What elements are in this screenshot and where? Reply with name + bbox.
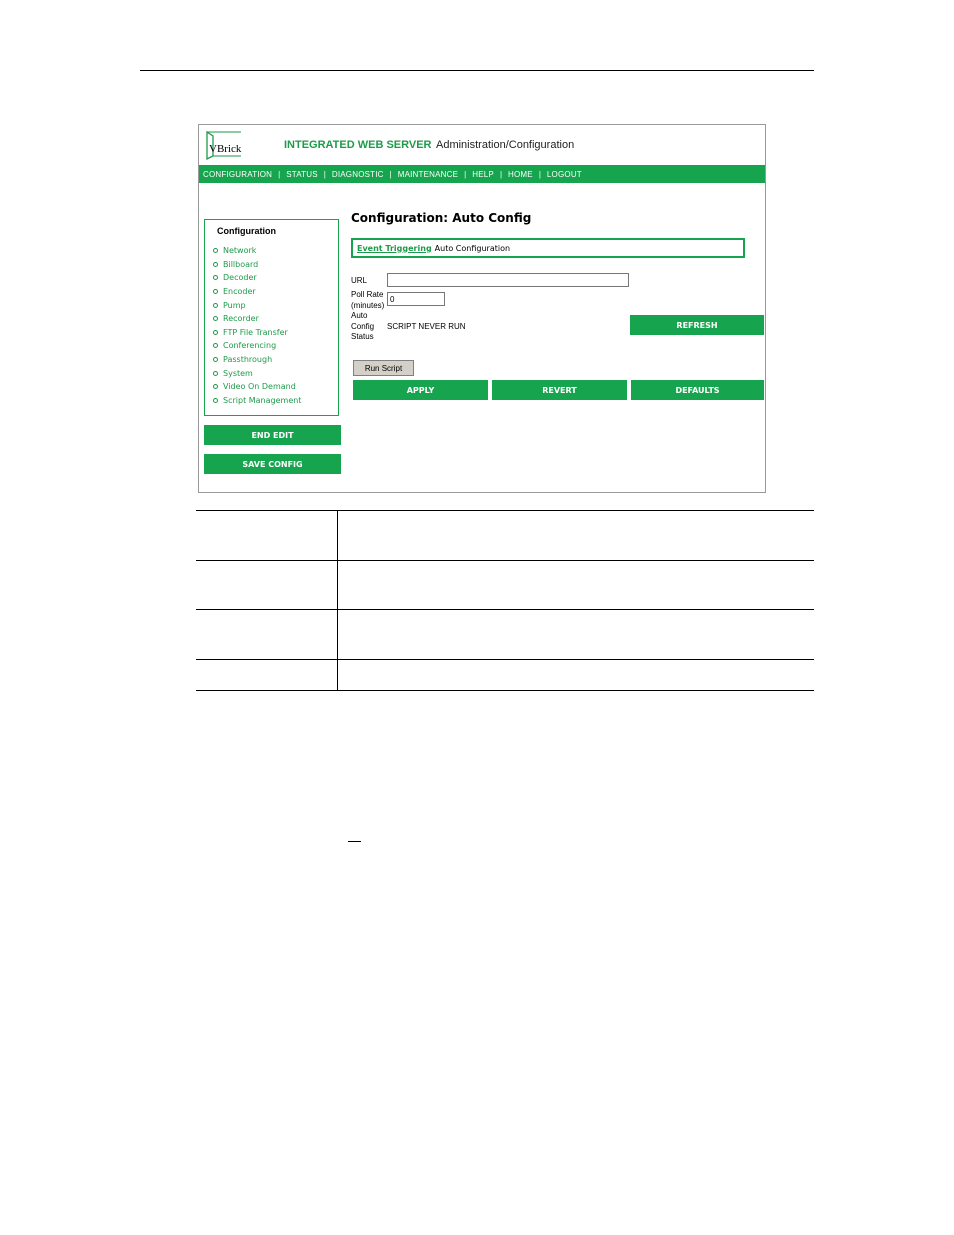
- sidebar-item-system[interactable]: [213, 366, 301, 380]
- sidebar-item-billboard[interactable]: [213, 258, 301, 272]
- short-underline: [348, 841, 361, 842]
- top-navigation-bar: [199, 165, 765, 183]
- nav-help[interactable]: HELP: [472, 169, 494, 179]
- poll-rate-input[interactable]: [387, 292, 445, 306]
- bullet-icon: [213, 371, 218, 376]
- revert-button[interactable]: REVERT: [492, 380, 627, 400]
- nav-logout[interactable]: LOGOUT: [546, 169, 582, 179]
- run-script-button[interactable]: Run Script: [353, 360, 414, 376]
- bullet-icon: [213, 357, 218, 362]
- auto-config-status-value: SCRIPT NEVER RUN: [387, 321, 466, 331]
- sidebar-item-label: System: [223, 368, 253, 378]
- sidebar-item-video-on-demand[interactable]: [213, 380, 301, 394]
- sidebar-item-conferencing[interactable]: [213, 339, 301, 353]
- bullet-icon: [213, 262, 218, 267]
- bullet-icon: [213, 343, 218, 348]
- nav-separator: |: [389, 169, 392, 179]
- sidebar-item-label: Recorder: [223, 314, 259, 324]
- sidebar-item-label: Network: [223, 246, 257, 256]
- event-triggering-panel: [351, 238, 745, 258]
- bullet-icon: [213, 316, 218, 321]
- sidebar-item-network[interactable]: [213, 244, 301, 258]
- sidebar-title: Configuration: [217, 226, 276, 236]
- bullet-icon: [213, 398, 218, 403]
- apply-button[interactable]: APPLY: [353, 380, 488, 400]
- bullet-icon: [213, 303, 218, 308]
- nav-status[interactable]: STATUS: [286, 169, 318, 179]
- url-input[interactable]: [387, 273, 629, 287]
- app-subtitle: Administration/Configuration: [436, 139, 575, 151]
- status-label-line2: Config: [351, 321, 375, 331]
- sidebar-item-passthrough[interactable]: [213, 353, 301, 367]
- nav-separator: |: [538, 169, 541, 179]
- bullet-icon: [213, 384, 218, 389]
- table-rule: [196, 510, 814, 511]
- nav-separator: |: [464, 169, 467, 179]
- sidebar-item-recorder[interactable]: [213, 312, 301, 326]
- poll-rate-label-line2: (minutes): [351, 300, 385, 310]
- bullet-icon: [213, 248, 218, 253]
- nav-separator: |: [278, 169, 281, 179]
- app-title: INTEGRATED WEB SERVER: [284, 139, 432, 151]
- web-ui-screenshot: [198, 124, 766, 493]
- sidebar-item-ftp-file-transfer[interactable]: [213, 326, 301, 340]
- sidebar-item-decoder[interactable]: [213, 271, 301, 285]
- sidebar-item-encoder[interactable]: [213, 285, 301, 299]
- event-triggering-text: Auto Configuration: [434, 243, 511, 253]
- sidebar-item-label: Billboard: [223, 259, 259, 269]
- vbrick-logo: [205, 130, 243, 160]
- end-edit-button[interactable]: END EDIT: [204, 425, 341, 445]
- sidebar-menu: [213, 244, 301, 407]
- status-label-line3: Status: [351, 332, 374, 341]
- poll-rate-label-line1: Poll Rate: [351, 290, 384, 299]
- table-rule: [196, 659, 814, 660]
- table-column-divider: [337, 510, 338, 691]
- save-config-button[interactable]: SAVE CONFIG: [204, 454, 341, 474]
- refresh-button[interactable]: REFRESH: [630, 315, 764, 335]
- configuration-sidebar: [204, 219, 339, 416]
- bullet-icon: [213, 289, 218, 294]
- sidebar-item-label: Passthrough: [223, 355, 273, 365]
- sidebar-item-script-management[interactable]: [213, 394, 301, 408]
- sidebar-item-label: Video On Demand: [223, 382, 296, 392]
- table-rule: [196, 690, 814, 691]
- sidebar-item-label: Script Management: [223, 395, 302, 405]
- nav-configuration[interactable]: CONFIGURATION: [203, 169, 273, 179]
- event-triggering-link[interactable]: Event Triggering: [357, 243, 432, 253]
- nav-separator: |: [323, 169, 326, 179]
- table-rule: [196, 609, 814, 610]
- sidebar-item-label: Conferencing: [223, 341, 277, 351]
- bullet-icon: [213, 330, 218, 335]
- nav-separator: |: [499, 169, 503, 179]
- page-title: Configuration: Auto Config: [351, 211, 532, 225]
- sidebar-item-label: Decoder: [223, 273, 257, 283]
- nav-diagnostic[interactable]: DIAGNOSTIC: [331, 169, 384, 179]
- sidebar-item-label: Encoder: [223, 287, 256, 297]
- nav-maintenance[interactable]: MAINTENANCE: [397, 169, 459, 179]
- sidebar-item-label: Pump: [223, 300, 246, 310]
- defaults-button[interactable]: DEFAULTS: [631, 380, 764, 400]
- bullet-icon: [213, 275, 218, 280]
- url-label: URL: [351, 276, 368, 285]
- sidebar-item-pump[interactable]: [213, 298, 301, 312]
- status-label-line1: Auto: [351, 311, 368, 320]
- page-top-rule: [140, 70, 814, 71]
- table-rule: [196, 560, 814, 561]
- nav-home[interactable]: HOME: [508, 169, 533, 179]
- sidebar-item-label: FTP File Transfer: [223, 327, 288, 337]
- logo-text: VBrick: [209, 143, 242, 155]
